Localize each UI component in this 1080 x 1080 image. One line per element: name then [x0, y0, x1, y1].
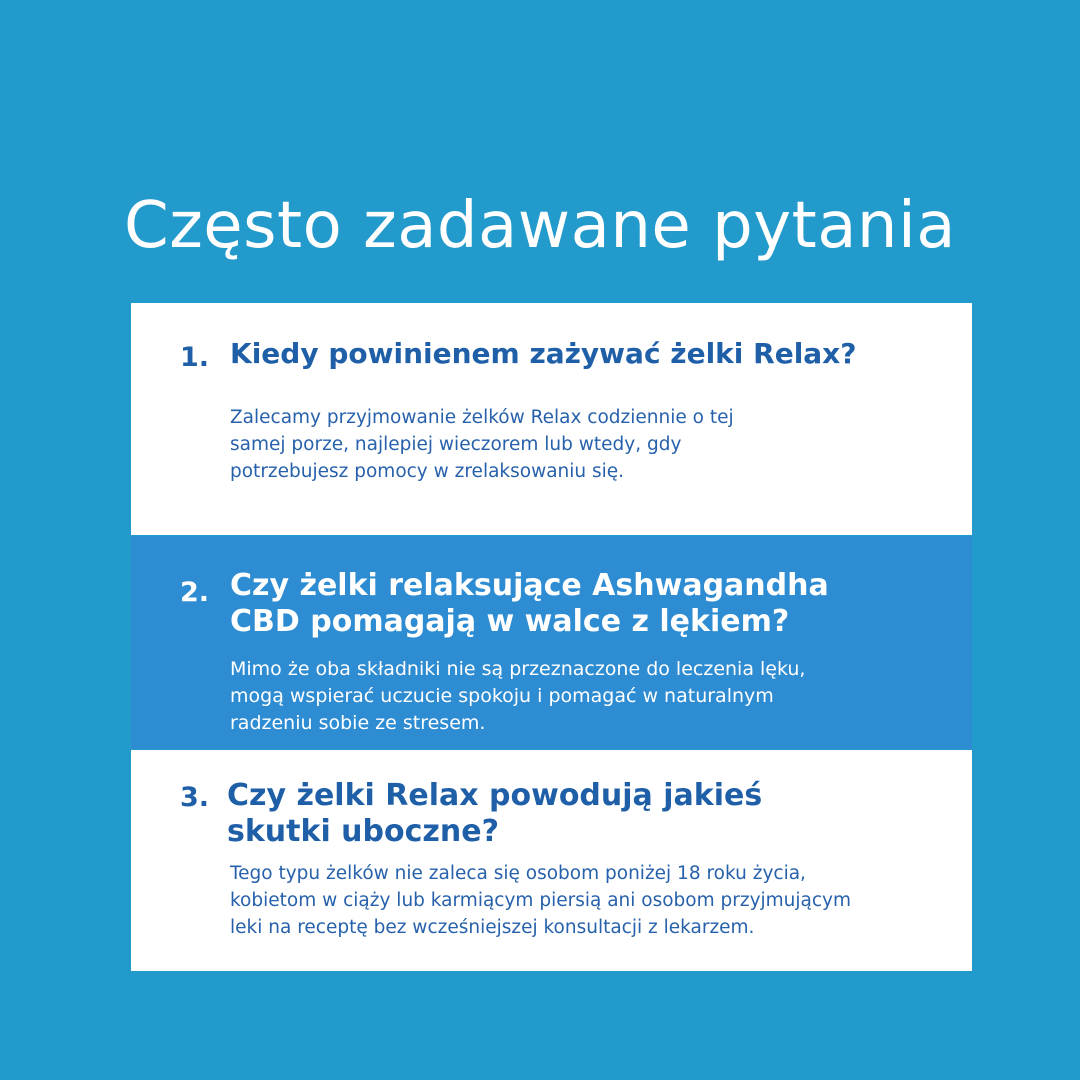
faq-question [227, 778, 932, 850]
answer-line: leki na receptę bez wcześniejszej konsultacji z lekarzem. [230, 917, 755, 938]
answer-line: Mimo że oba składniki nie są przeznaczone do leczenia lęku, [230, 658, 806, 680]
faq-item-1[interactable] [131, 303, 972, 535]
answer-line: radzeniu sobie ze stresem. [230, 712, 486, 734]
faq-number: 2. [180, 577, 210, 608]
question-line: CBD pomagają w walce z lękiem? [230, 604, 790, 639]
faq-question [230, 568, 932, 640]
page-title: Często zadawane pytania [124, 189, 956, 263]
faq-item-2[interactable] [131, 536, 972, 749]
question-line: Czy żelki relaksujące Ashwagandha [230, 568, 829, 603]
faq-number: 3. [180, 782, 210, 813]
answer-line: kobietom w ciąży lub karmiącym piersią ani osobom przyjmującym [230, 890, 852, 911]
answer-line: samej porze, najlepiej wieczorem lub wtedy, gdy [230, 434, 682, 455]
question-line: skutki uboczne? [227, 814, 499, 849]
answer-line: Tego typu żelków nie zaleca się osobom poniżej 18 roku życia, [230, 863, 806, 884]
question-line: Czy żelki Relax powodują jakieś [227, 778, 763, 813]
answer-line: potrzebujesz pomocy w zrelaksowaniu się. [230, 461, 625, 482]
answer-line: mogą wspierać uczucie spokoju i pomagać w naturalnym [230, 685, 774, 707]
faq-question: Kiedy powinienem zażywać żelki Relax? [230, 337, 857, 370]
faq-answer [230, 860, 952, 941]
faq-answer [230, 656, 952, 737]
answer-line: Zalecamy przyjmowanie żelków Relax codziennie o tej [230, 407, 734, 428]
faq-item-3[interactable] [131, 750, 972, 971]
faq-answer [230, 404, 952, 485]
faq-number: 1. [180, 342, 210, 373]
